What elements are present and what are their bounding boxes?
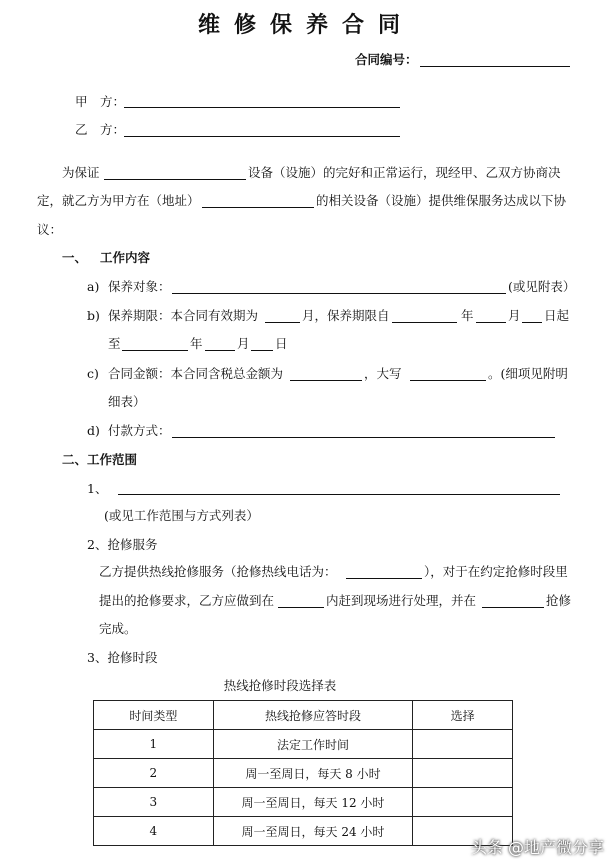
contract-title: 维修保养合同 <box>197 12 414 38</box>
intro-text: 设备（设施）的完好和正常运行，现经甲、乙双方协商决 <box>248 165 561 180</box>
section-number: 一、 <box>62 250 88 265</box>
item-marker: d) <box>87 423 100 438</box>
hotline-period-table <box>93 700 513 846</box>
table-row <box>94 817 513 846</box>
scope-blank <box>118 494 560 495</box>
amount-text: 。(细项见附明 <box>488 366 568 381</box>
item-marker: a) <box>87 279 100 294</box>
header-cell: 热线抢修应答时段 <box>213 701 413 730</box>
repair-time-blank <box>482 607 544 608</box>
intro-blank-equipment <box>104 179 246 180</box>
term-blank <box>392 322 457 323</box>
contract-no-blank <box>420 66 570 67</box>
intro-text: 议： <box>37 222 63 237</box>
intro-text: 的相关设备（设施）提供维保服务达成以下协 <box>316 193 567 208</box>
party-a-label: 甲 方： <box>75 94 126 109</box>
party-a-blank <box>124 107 400 108</box>
term-text: 至 <box>108 336 121 351</box>
term-text: 日起 <box>544 308 570 323</box>
table-row <box>94 759 513 788</box>
table-header-row <box>94 701 513 730</box>
payment-label: 付款方式： <box>108 423 171 438</box>
table-row <box>94 730 513 759</box>
item-marker: b) <box>87 308 100 323</box>
intro-text: 定，就乙方为甲方在（地址） <box>37 193 200 208</box>
header-cell: 时间类型 <box>94 701 214 730</box>
term-text: 保养期限：本合同有效期为 <box>108 308 259 323</box>
period-cell: 周一至周日，每天 8 小时 <box>213 759 413 788</box>
term-text: 月，保养期限自 <box>302 308 390 323</box>
time-type-cell: 2 <box>94 759 214 788</box>
item-number: 1、 <box>87 481 108 496</box>
table-caption: 热线抢修时段选择表 <box>223 678 337 693</box>
amount-blank <box>290 380 362 381</box>
payment-blank <box>172 437 555 438</box>
term-blank <box>251 350 273 351</box>
term-blank <box>205 350 235 351</box>
term-blank <box>265 322 300 323</box>
contract-no-label: 合同编号： <box>355 52 418 67</box>
choice-cell[interactable] <box>413 759 513 788</box>
amount-text: 合同金额：本合同含税总金额为 <box>108 366 284 381</box>
section-heading: 二、工作范围 <box>62 452 138 467</box>
maintenance-object-note: (或见附表） <box>508 279 576 294</box>
intro-text: 为保证 <box>62 165 100 180</box>
maintenance-object-label: 保养对象： <box>108 279 171 294</box>
amount-words-blank <box>410 380 486 381</box>
choice-cell[interactable] <box>413 730 513 759</box>
repair-text: 抢修 <box>546 593 572 608</box>
period-cell: 周一至周日，每天 24 小时 <box>213 817 413 846</box>
time-type-cell: 4 <box>94 817 214 846</box>
period-cell: 法定工作时间 <box>213 730 413 759</box>
repair-text: 内赶到现场进行处理，并在 <box>326 593 477 608</box>
maintenance-object-blank <box>172 293 506 294</box>
section-heading: 工作内容 <box>100 250 151 265</box>
header-cell: 选择 <box>413 701 513 730</box>
amount-text: ，大写 <box>364 366 402 381</box>
subsection-heading: 3、抢修时段 <box>87 650 158 665</box>
time-type-cell: 3 <box>94 788 214 817</box>
term-blank <box>522 322 542 323</box>
time-type-cell: 1 <box>94 730 214 759</box>
term-blank <box>122 350 188 351</box>
arrival-time-blank <box>278 607 324 608</box>
term-text: 年 <box>190 336 203 351</box>
term-text: 月 <box>508 308 521 323</box>
intro-blank-address <box>202 207 314 208</box>
party-b-blank <box>124 136 400 137</box>
choice-cell[interactable] <box>413 788 513 817</box>
repair-text: 提出的抢修要求，乙方应做到在 <box>99 593 275 608</box>
repair-text: 乙方提供热线抢修服务（抢修热线电话为： <box>99 564 337 579</box>
term-blank <box>476 322 506 323</box>
period-cell: 周一至周日，每天 12 小时 <box>213 788 413 817</box>
term-text: 月 <box>237 336 250 351</box>
scope-note: (或见工作范围与方式列表） <box>104 508 259 523</box>
term-text: 日 <box>275 336 288 351</box>
subsection-heading: 2、抢修服务 <box>87 537 158 552</box>
item-marker: c) <box>87 366 99 381</box>
hotline-blank <box>346 578 422 579</box>
repair-text: ），对于在约定抢修时段里 <box>424 564 568 579</box>
party-b-label: 乙 方： <box>75 122 126 137</box>
watermark: 头条 @地产微分享 <box>470 838 604 857</box>
amount-text: 细表） <box>108 394 146 409</box>
term-text: 年 <box>461 308 474 323</box>
table-row <box>94 788 513 817</box>
repair-text: 完成。 <box>99 621 137 636</box>
